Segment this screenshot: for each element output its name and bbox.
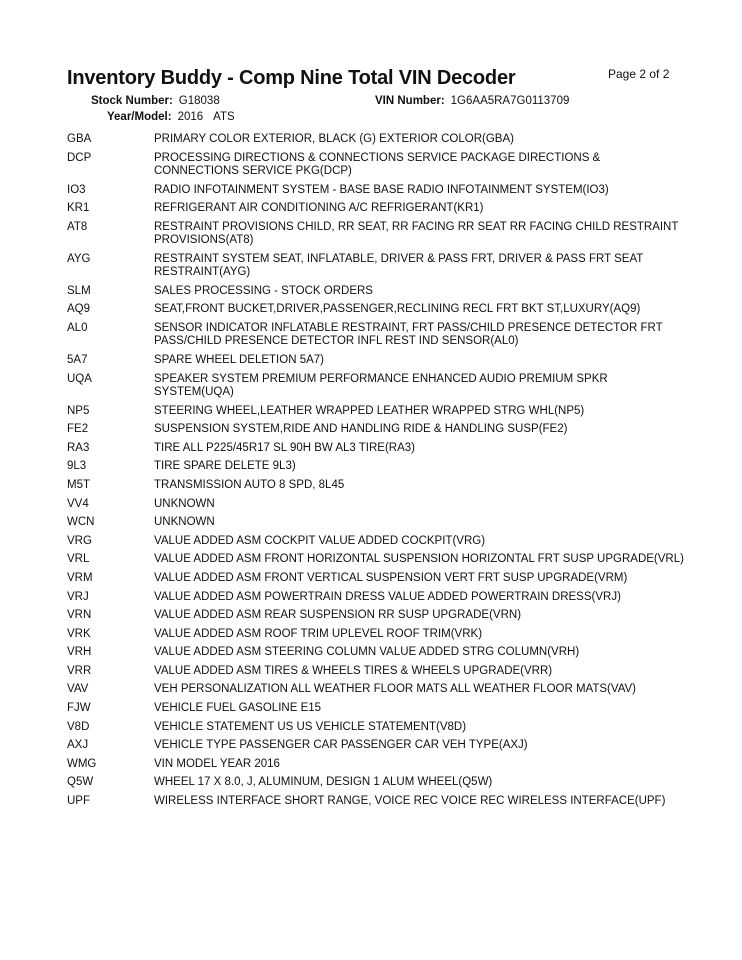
option-row bbox=[67, 683, 687, 696]
option-row bbox=[67, 646, 687, 659]
vin-number-label: VIN Number: bbox=[375, 95, 445, 107]
option-description: VEHICLE TYPE PASSENGER CAR PASSENGER CAR VEH TYPE(AXJ) bbox=[154, 739, 528, 752]
option-description: VALUE ADDED ASM COCKPIT VALUE ADDED COCKPIT(VRG) bbox=[154, 534, 486, 547]
option-row bbox=[67, 460, 687, 473]
option-code: AL0 bbox=[67, 321, 88, 334]
option-description: REFRIGERANT AIR CONDITIONING A/C REFRIGERANT(KR1) bbox=[154, 202, 484, 215]
option-description: VALUE ADDED ASM POWERTRAIN DRESS VALUE ADDED POWERTRAIN DRESS(VRJ) bbox=[154, 590, 621, 603]
option-code: VRR bbox=[67, 664, 92, 677]
stock-number-value: G18038 bbox=[178, 95, 220, 107]
option-description: SPARE WHEEL DELETION 5A7) bbox=[154, 353, 324, 366]
option-description: VEH PERSONALIZATION ALL WEATHER FLOOR MATS ALL WEATHER FLOOR MATS(VAV) bbox=[154, 683, 637, 696]
option-code: VV4 bbox=[67, 497, 89, 510]
model-value: ATS bbox=[213, 111, 235, 123]
option-row bbox=[67, 516, 687, 529]
option-row bbox=[67, 591, 687, 604]
option-code: AT8 bbox=[67, 220, 88, 233]
option-row bbox=[67, 202, 687, 215]
option-row bbox=[67, 405, 687, 418]
option-row bbox=[67, 498, 687, 511]
option-code-list bbox=[67, 133, 687, 814]
option-code: RA3 bbox=[67, 441, 90, 454]
option-row bbox=[67, 702, 687, 715]
option-row bbox=[67, 628, 687, 641]
option-row bbox=[67, 479, 687, 492]
option-description: VALUE ADDED ASM FRONT HORIZONTAL SUSPENSION HORIZONTAL FRT SUSP UPGRADE(VRL) bbox=[154, 553, 684, 566]
option-row bbox=[67, 535, 687, 548]
option-row bbox=[67, 373, 687, 400]
option-description: VALUE ADDED ASM TIRES & WHEELS TIRES & WHEELS UPGRADE(VRR) bbox=[154, 664, 553, 677]
option-row bbox=[67, 303, 687, 316]
option-description: SALES PROCESSING - STOCK ORDERS bbox=[154, 284, 373, 297]
option-code: M5T bbox=[67, 478, 90, 491]
option-code: WMG bbox=[67, 757, 97, 770]
option-description: UNKNOWN bbox=[154, 516, 215, 529]
option-description: VALUE ADDED ASM ROOF TRIM UPLEVEL ROOF TRIM(VRK) bbox=[154, 627, 483, 640]
option-description: PRIMARY COLOR EXTERIOR, BLACK (G) EXTERIOR COLOR(GBA) bbox=[154, 133, 514, 145]
option-description: RADIO INFOTAINMENT SYSTEM - BASE BASE RADIO INFOTAINMENT SYSTEM(IO3) bbox=[154, 183, 609, 196]
option-code: AYG bbox=[67, 252, 91, 265]
option-code: WCN bbox=[67, 516, 95, 529]
option-description: STEERING WHEEL,LEATHER WRAPPED LEATHER WRAPPED STRG WHL(NP5) bbox=[154, 404, 585, 417]
option-row bbox=[67, 152, 687, 179]
vin-number bbox=[375, 95, 569, 107]
option-code: UQA bbox=[67, 372, 92, 385]
option-description: WIRELESS INTERFACE SHORT RANGE, VOICE REC VOICE REC WIRELESS INTERFACE(UPF) bbox=[154, 795, 666, 808]
option-description: WHEEL 17 X 8.0, J, ALUMINUM, DESIGN 1 ALUM WHEEL(Q5W) bbox=[154, 776, 493, 789]
option-code: UPF bbox=[67, 795, 90, 808]
option-row bbox=[67, 322, 687, 349]
option-row bbox=[67, 758, 687, 771]
option-code: 9L3 bbox=[67, 460, 87, 473]
page-number: Page 2 of 2 bbox=[608, 67, 670, 81]
option-description: VALUE ADDED ASM REAR SUSPENSION RR SUSP UPGRADE(VRN) bbox=[154, 609, 522, 622]
option-row bbox=[67, 285, 687, 298]
option-code: DCP bbox=[67, 151, 92, 164]
option-row bbox=[67, 221, 687, 248]
option-description: VALUE ADDED ASM FRONT VERTICAL SUSPENSION VERT FRT SUSP UPGRADE(VRM) bbox=[154, 571, 628, 584]
option-code: FJW bbox=[67, 702, 91, 715]
option-code: VRJ bbox=[67, 590, 89, 603]
option-row bbox=[67, 354, 687, 367]
option-row bbox=[67, 795, 687, 808]
option-code: FE2 bbox=[67, 423, 89, 436]
option-code: KR1 bbox=[67, 202, 90, 215]
option-code: VRK bbox=[67, 627, 91, 640]
option-description: VALUE ADDED ASM STEERING COLUMN VALUE ADDED STRG COLUMN(VRH) bbox=[154, 646, 580, 659]
option-description: TIRE SPARE DELETE 9L3) bbox=[154, 460, 296, 473]
option-description: SUSPENSION SYSTEM,RIDE AND HANDLING RIDE & HANDLING SUSP(FE2) bbox=[154, 423, 568, 436]
option-code: Q5W bbox=[67, 776, 94, 789]
option-code: VRN bbox=[67, 609, 92, 622]
option-row bbox=[67, 184, 687, 197]
option-row bbox=[67, 721, 687, 734]
option-code: VAV bbox=[67, 683, 89, 696]
option-description: VEHICLE STATEMENT US US VEHICLE STATEMENT(V8D) bbox=[154, 720, 467, 733]
option-row bbox=[67, 609, 687, 622]
option-code: SLM bbox=[67, 284, 91, 297]
option-description: VEHICLE FUEL GASOLINE E15 bbox=[154, 702, 322, 715]
option-row bbox=[67, 553, 687, 566]
option-row bbox=[67, 423, 687, 436]
option-description: TRANSMISSION AUTO 8 SPD, 8L45 bbox=[154, 478, 345, 491]
option-row bbox=[67, 133, 687, 146]
option-description: UNKNOWN bbox=[154, 497, 215, 510]
stock-number bbox=[91, 95, 220, 107]
option-row bbox=[67, 253, 687, 280]
option-code: AQ9 bbox=[67, 303, 91, 316]
vin-number-value: 1G6AA5RA7G0113709 bbox=[450, 95, 570, 107]
option-description: VIN MODEL YEAR 2016 bbox=[154, 757, 280, 770]
option-code: VRM bbox=[67, 571, 93, 584]
option-code: AXJ bbox=[67, 739, 89, 752]
option-code: V8D bbox=[67, 720, 90, 733]
year-model-label: Year/Model: bbox=[107, 111, 172, 123]
option-code: VRH bbox=[67, 646, 92, 659]
option-row bbox=[67, 572, 687, 585]
option-row bbox=[67, 442, 687, 455]
year-value: 2016 bbox=[177, 111, 204, 123]
option-row bbox=[67, 665, 687, 678]
option-description: SEAT,FRONT BUCKET,DRIVER,PASSENGER,RECLINING RECL FRT BKT ST,LUXURY(AQ9) bbox=[154, 303, 641, 316]
option-code: VRL bbox=[67, 553, 90, 566]
option-description: TIRE ALL P225/45R17 SL 90H BW AL3 TIRE(RA3) bbox=[154, 441, 416, 454]
option-code: IO3 bbox=[67, 183, 86, 196]
option-code: 5A7 bbox=[67, 353, 88, 366]
year-model bbox=[107, 111, 235, 123]
option-description: RESTRAINT SYSTEM SEAT, INFLATABLE, DRIVER & PASS FRT, DRIVER & PASS FRT SEAT RESTRAINT(AYG) bbox=[154, 252, 644, 279]
option-description: PROCESSING DIRECTIONS & CONNECTIONS SERVICE PACKAGE DIRECTIONS & CONNECTIONS SERVICE PKG(DCP) bbox=[154, 151, 601, 177]
option-row bbox=[67, 739, 687, 752]
option-code: GBA bbox=[67, 133, 92, 145]
option-code: NP5 bbox=[67, 404, 90, 417]
option-description: SENSOR INDICATOR INFLATABLE RESTRAINT, FRT PASS/CHILD PRESENCE DETECTOR FRT PASS/CHILD PRESENCE DETECTOR INFL REST IND SENSOR(AL0) bbox=[154, 321, 663, 348]
option-description: RESTRAINT PROVISIONS CHILD, RR SEAT, RR FACING RR SEAT RR FACING CHILD RESTRAINT PROVISIONS(AT8) bbox=[154, 220, 679, 247]
option-code: VRG bbox=[67, 534, 92, 547]
option-description: SPEAKER SYSTEM PREMIUM PERFORMANCE ENHANCED AUDIO PREMIUM SPKR SYSTEM(UQA) bbox=[154, 372, 608, 398]
page-title: Inventory Buddy - Comp Nine Total VIN Decoder bbox=[67, 67, 516, 89]
stock-number-label: Stock Number: bbox=[91, 95, 173, 107]
option-row bbox=[67, 776, 687, 789]
